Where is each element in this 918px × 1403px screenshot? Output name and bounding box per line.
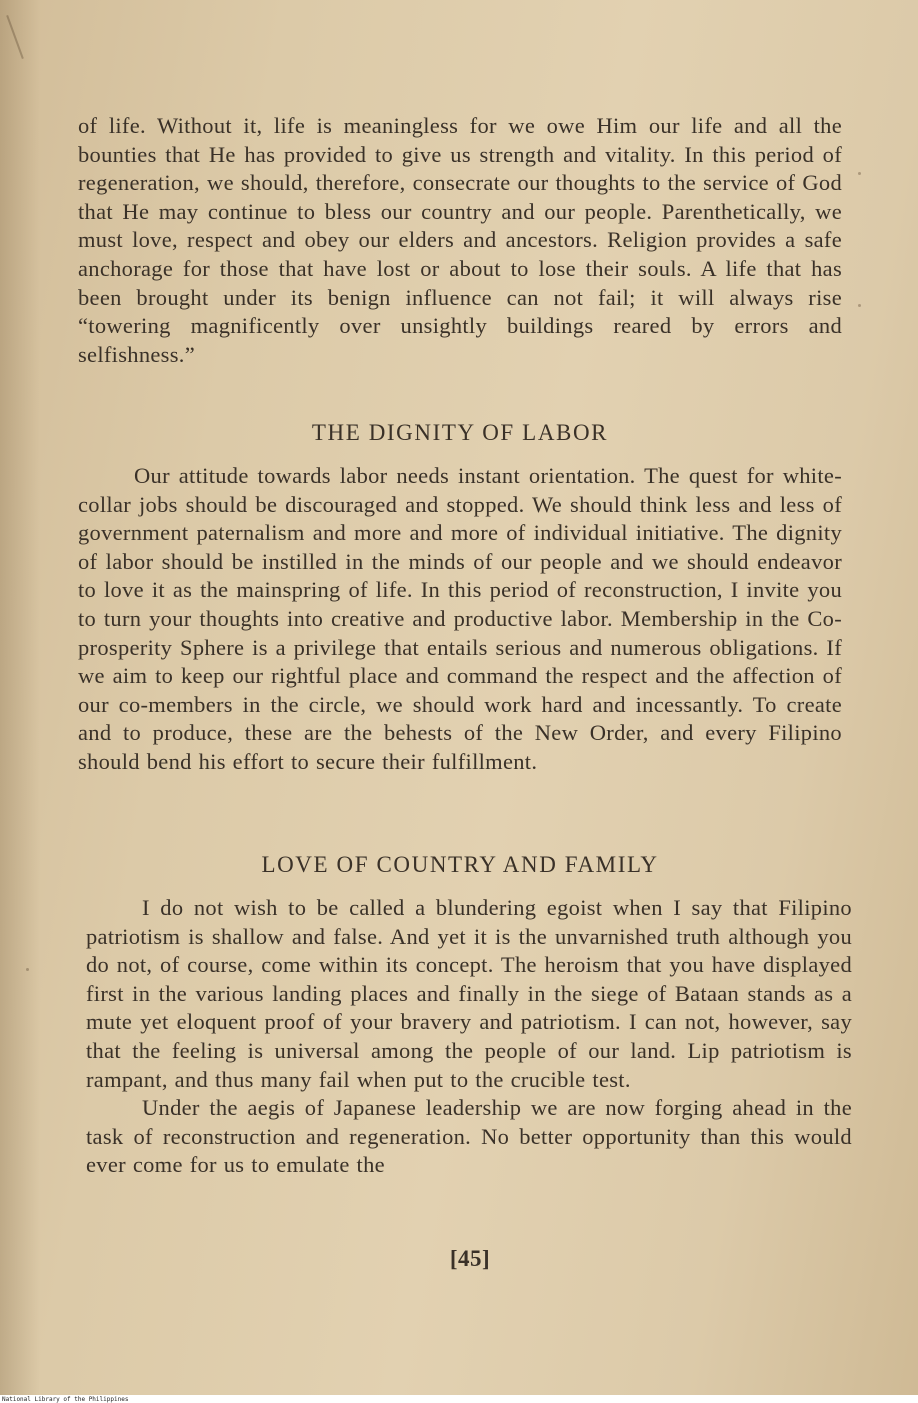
footer-strip <box>0 1395 918 1403</box>
page-number: [45] <box>449 1246 491 1271</box>
opening-text <box>78 112 842 369</box>
labor-section-text <box>78 462 842 777</box>
paper-speck <box>858 304 861 307</box>
paper-speck <box>858 172 861 175</box>
country-paragraph-2: Under the aegis of Japanese leadership we are now forging ahead in the task of reconstruction and regeneration. No better opportunity than this would ever come for us to emulate the <box>86 1095 852 1178</box>
country-section-text <box>86 894 852 1180</box>
section-heading-country: LOVE OF COUNTRY AND FAMILY <box>261 852 659 877</box>
section-heading-labor: THE DIGNITY OF LABOR <box>311 420 609 445</box>
country-paragraph-1: I do not wish to be called a blundering egoist when I say that Filipino patriotism is shallow and false. And yet it is the unvarnished truth although you do not, of course, come within its concept. The heroism that you have displayed first in the various landing places and finally in the siege of Bataan stands as a mute yet eloquent proof of your bravery and patriotism. I can not, however, say that the feeling is universal among the people of our land. Lip patriotism is rampant, and thus many fail when put to the crucible test. <box>86 895 852 1092</box>
page-gutter-shadow <box>0 0 40 1395</box>
labor-paragraph: Our attitude towards labor needs instant orientation. The quest for white-collar jobs should be discouraged and stopped. We should think less and less of government paternalism and more and more of individual initiative. The dignity of labor should be instilled in the minds of our people and we should endeavor to love it as the mainspring of life. In this period of reconstruction, I invite you to turn your thoughts into creative and productive labor. Membership in the Co-prosperity Sphere is a privilege that entails serious and numerous obligations. If we aim to keep our rightful place and command the respect and the affection of our co-members in the circle, we should work hard and incessantly. To create and to produce, these are the behests of the New Order, and every Filipino should bend his effort to secure their fulfillment. <box>78 463 842 774</box>
footer-credit: National Library of the Philippines <box>2 1396 129 1403</box>
paper-speck <box>26 968 29 971</box>
opening-paragraph: of life. Without it, life is meaningless for we owe Him our life and all the bounties that He has provided to give us strength and vitality. In this period of regeneration, we should, therefore, consecrate our thoughts to the service of God that He may continue to bless our country and our people. Parenthetically, we must love, respect and obey our elders and ancestors. Religion provides a safe anchorage for those that have lost or about to lose their souls. A life that has been brought under its benign influence can not fail; it will always rise “towering magnificently over unsightly buildings reared by errors and selfishness.” <box>78 113 842 367</box>
